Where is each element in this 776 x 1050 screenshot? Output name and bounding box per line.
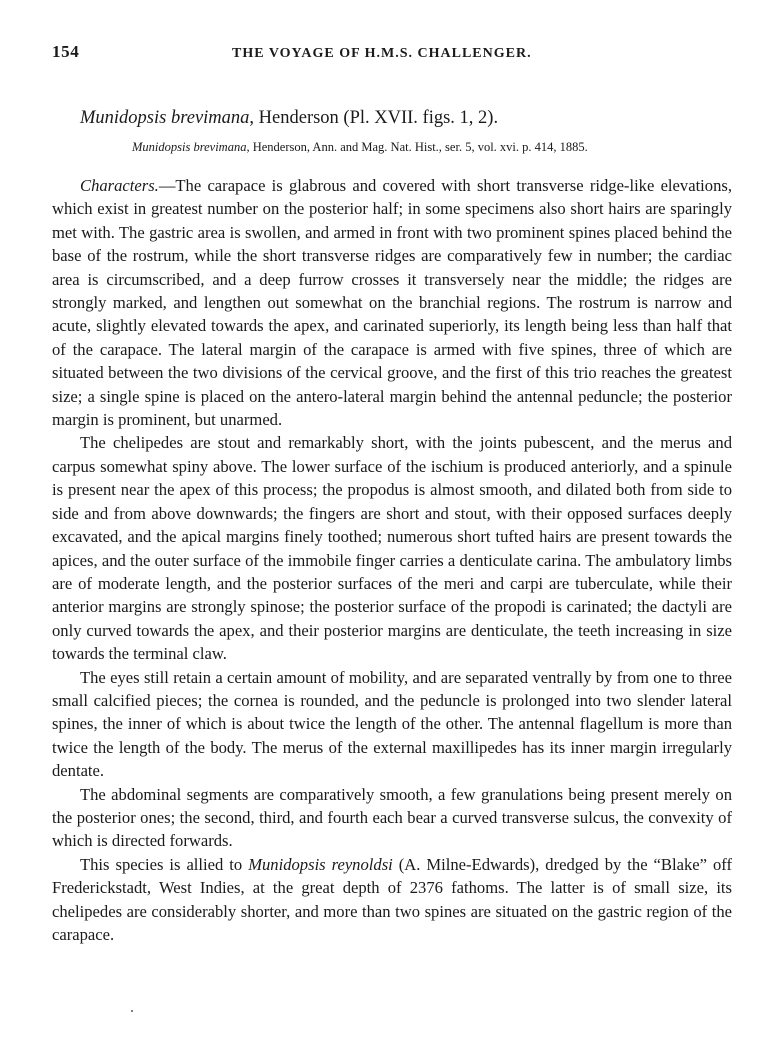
characters-text: —The carapace is glabrous and covered with short transverse ridge-like elevations, which exist in greatest number on the posterior half; in some specimens also short hairs are sparingly met with. The gastric area is swollen, and armed in front with two prominent spines placed behind the base of the rostrum, while the short transverse ridges are comparatively few in number; the cardiac area is circumscribed, and a deep furrow crosses it transversely near the middle; the ridges are strongly marked, and lengthen out somewhat on the branchial regions. The rostrum is narrow and acute, slightly elevated towards the apex, and carinated superiorly, its length being less than half that of the carapace. The lateral margin of the carapace is armed with five spines, three of which are situated between the two divisions of the cervical groove, and the first of this trio reaches the greatest size; a single spine is placed on the antero-lateral margin behind the antennal peduncle; the posterior margin is prominent, but unarmed. <box>52 176 732 430</box>
print-speck <box>131 1010 133 1012</box>
literature-citation <box>132 138 732 156</box>
paragraph-characters <box>52 174 732 431</box>
paragraph-abdomen: The abdominal segments are comparatively smooth, a few granulations being present merely on the posterior ones; the second, third, and fourth each bear a curved transverse sulcus, the convexity of which is directed forwards. <box>52 784 732 851</box>
page-header <box>52 42 732 70</box>
comparison-species: Munidopsis reynoldsi <box>248 854 393 874</box>
page-number: 154 <box>52 42 80 61</box>
paragraph-chelipedes: The chelipedes are stout and remarkably short, with the joints pubescent, and the merus and carpus somewhat spiny above. The lower surface of the ischium is produced anteriorly, and a spinule is present near the apex of this process; the propodus is almost smooth, and dilated both from side to side and from above downwards; the fingers are short and stout, with their opposed surfaces deeply excavated, and the apical margins finely toothed; numerous short tufted hairs are present towards the apices, and the outer surface of the immobile finger carries a denticulate carina. The ambulatory limbs are of moderate length, and the posterior surfaces of the meri and carpi are tuberculate, while their anterior margins are strongly spinose; the posterior surface of the propodi is carinated; the dactyli are only curved towards the apex, and their posterior margins are denticulate, the teeth increasing in size towards the terminal claw. <box>52 433 732 664</box>
paragraph-comparison <box>52 853 732 947</box>
comparison-intro: This species is allied to <box>80 854 249 874</box>
paragraph-eyes: The eyes still retain a certain amount of mobility, and are separated ventrally by from one to three small calcified pieces; the cornea is rounded, and the peduncle is prolonged into two slender lateral spines, the inner of which is about twice the length of the other. The antennal flagellum is more than twice the length of the body. The merus of the external maxillipedes has its inner margin irregularly dentate. <box>52 667 732 781</box>
body-text <box>52 174 732 946</box>
characters-label: Characters. <box>80 176 159 195</box>
species-name: Munidopsis brevimana <box>80 108 250 128</box>
species-author-plate: , Henderson (Pl. XVII. figs. 1, 2). <box>249 108 499 128</box>
species-heading <box>80 106 732 130</box>
citation-reference: , Henderson, Ann. and Mag. Nat. Hist., ser. 5, vol. xvi. p. 414, 1885. <box>246 140 588 154</box>
running-head: THE VOYAGE OF H.M.S. CHALLENGER. <box>232 46 532 61</box>
comparison-text: (A. Milne-Edwards), dredged by the “Blake” off Frederickstadt, West Indies, at the great depth of 2376 fathoms. The latter is of small size, its chelipedes are considerably shorter, and more than two spines are situated on the gastric region of the carapace. <box>52 854 733 944</box>
citation-species: Munidopsis brevimana <box>132 140 247 154</box>
